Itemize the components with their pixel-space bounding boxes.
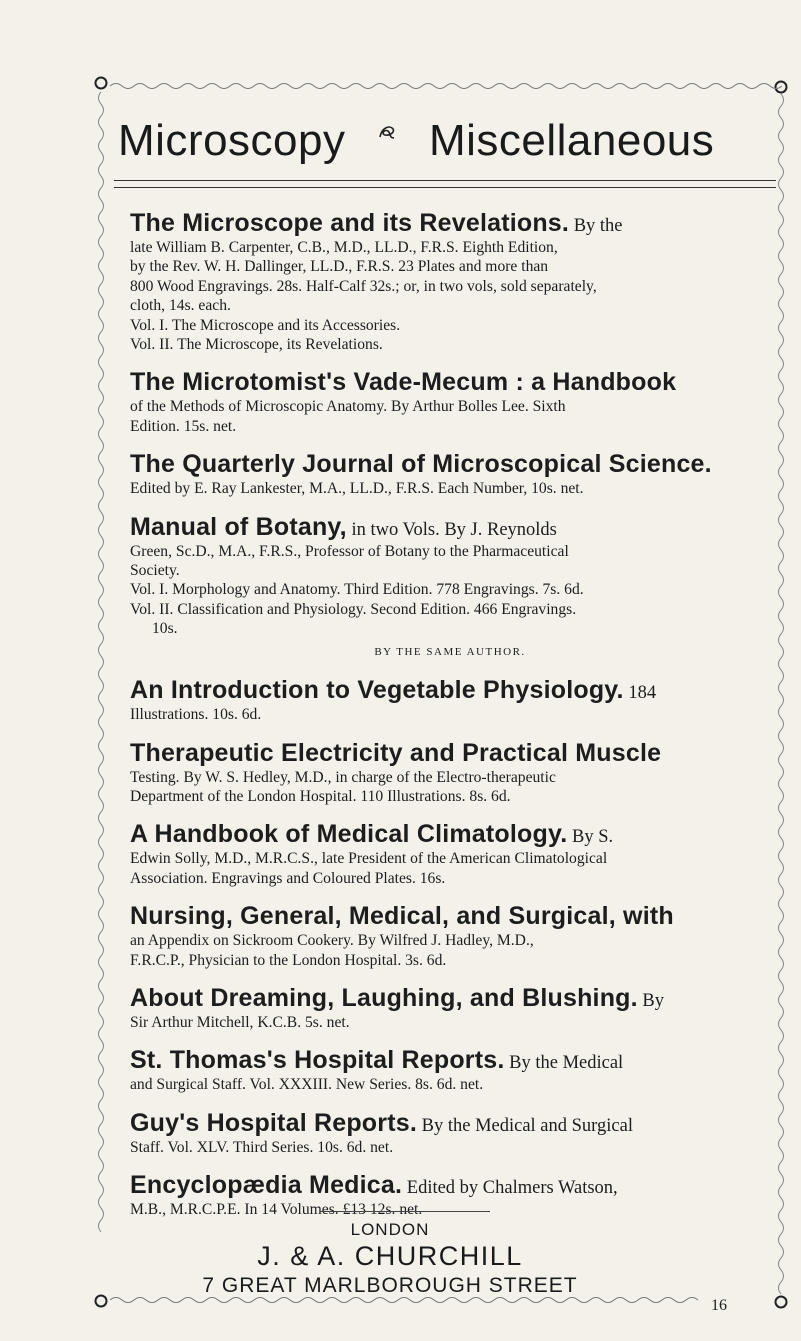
book-title: An Introduction to Vegetable Physiology. <box>130 676 624 705</box>
book-line: an Appendix on Sickroom Cookery. By Wilfred J. Hadley, M.D., <box>130 932 534 950</box>
book-line: Society. <box>130 562 180 580</box>
book-line: by the Rev. W. H. Dallinger, LL.D., F.R.S. 23 Plates and more than <box>130 258 549 276</box>
book-title: Nursing, General, Medical, and Surgical, with <box>130 902 674 931</box>
book-title: Guy's Hospital Reports. <box>130 1108 417 1137</box>
imprint-city: LONDON <box>350 1220 430 1239</box>
corner-ring-top-left-icon <box>96 78 107 89</box>
book-entry <box>130 512 770 662</box>
book-title: The Quarterly Journal of Microscopical Science. <box>130 450 712 479</box>
title-right: Miscellaneous <box>428 116 715 165</box>
book-lead: By S. <box>567 827 614 848</box>
imprint-divider <box>320 1211 490 1212</box>
book-lead: in two Vols. By J. Reynolds <box>346 519 557 540</box>
book-line: of the Methods of Microscopic Anatomy. By Arthur Bolles Lee. Sixth <box>130 398 566 416</box>
book-line: Vol. II. The Microscope, its Revelations. <box>130 336 383 354</box>
book-title: Therapeutic Electricity and Practical Muscle <box>130 738 662 767</box>
book-line: Green, Sc.D., M.A., F.R.S., Professor of Botany to the Pharmaceutical <box>130 542 569 560</box>
book-entry <box>130 1108 770 1157</box>
book-line: Association. Engravings and Coloured Plates. 16s. <box>130 869 446 887</box>
corner-ring-bottom-left-icon <box>96 1296 107 1307</box>
book-entry <box>130 367 770 436</box>
wavy-border-top <box>110 84 782 89</box>
book-title: Manual of Botany, <box>130 512 347 541</box>
book-lead: 184 <box>623 683 657 704</box>
page-title <box>118 116 738 166</box>
book-line: Illustrations. 10s. 6d. <box>130 706 262 724</box>
book-entry <box>130 819 770 888</box>
book-lead: By the <box>569 216 623 236</box>
book-line: M.B., M.R.C.P.E. In 14 Volumes. £13 12s. net. <box>130 1201 423 1219</box>
book-entry <box>130 1045 770 1094</box>
book-line: Vol. II. Classification and Physiology. Second Edition. 466 Engravings. <box>130 600 577 618</box>
book-line: Testing. By W. S. Hedley, M.D., in charge of the Electro-therapeutic <box>130 768 556 786</box>
book-line: cloth, 14s. each. <box>130 297 231 315</box>
book-title: The Microscope and its Revelations. <box>130 209 570 237</box>
book-entry <box>130 449 770 498</box>
book-lead: By <box>637 990 664 1011</box>
book-line: Edited by E. Ray Lankester, M.A., LL.D., F.R.S. Each Number, 10s. net. <box>130 480 584 498</box>
book-title: About Dreaming, Laughing, and Blushing. <box>130 983 638 1012</box>
book-title: St. Thomas's Hospital Reports. <box>130 1046 505 1075</box>
book-lead: Edited by Chalmers Watson, <box>402 1178 618 1199</box>
page-number: 16 <box>711 1297 727 1314</box>
imprint-address: 7 GREAT MARLBOROUGH STREET <box>202 1274 578 1297</box>
book-title: The Microtomist's Vade-Mecum : a Handbook <box>130 368 677 397</box>
book-line: Department of the London Hospital. 110 Illustrations. 8s. 6d. <box>130 787 511 805</box>
wavy-border-left <box>99 92 104 1232</box>
book-list <box>130 208 770 1233</box>
book-line: 10s. <box>152 620 178 638</box>
book-line: late William B. Carpenter, C.B., M.D., LL.D., F.R.S. Eighth Edition, <box>130 239 558 256</box>
ampersand-ornament-icon <box>376 121 398 143</box>
book-line: 800 Wood Engravings. 28s. Half-Calf 32s.; or, in two vols, sold separately, <box>130 277 597 295</box>
book-lead: By the Medical and Surgical <box>417 1115 633 1136</box>
book-entry <box>130 738 770 807</box>
corner-ring-bottom-right-icon <box>776 1297 787 1308</box>
book-line: Staff. Vol. XLV. Third Series. 10s. 6d. net. <box>130 1138 394 1156</box>
book-lead: By the Medical <box>504 1053 624 1074</box>
book-line: Edition. 15s. net. <box>130 417 237 435</box>
book-line: Edwin Solly, M.D., M.R.C.S., late President of the American Climatological <box>130 850 608 868</box>
wavy-border-bottom <box>110 1298 698 1303</box>
title-left: Microscopy <box>118 116 346 165</box>
header-double-rule <box>114 180 776 188</box>
book-entry <box>130 675 770 724</box>
book-entry <box>130 1170 770 1219</box>
book-line: and Surgical Staff. Vol. XXXIII. New Series. 8s. 6d. net. <box>130 1076 484 1094</box>
book-line: F.R.C.P., Physician to the London Hospital. 3s. 6d. <box>130 951 447 969</box>
wavy-border-right <box>779 94 784 1294</box>
book-title: Encyclopædia Medica. <box>130 1171 403 1200</box>
same-author-note: BY THE SAME AUTHOR. <box>374 645 526 658</box>
book-title: A Handbook of Medical Climatology. <box>130 820 568 849</box>
book-line: Vol. I. The Microscope and its Accessories. <box>130 316 401 334</box>
book-line: Sir Arthur Mitchell, K.C.B. 5s. net. <box>130 1013 350 1031</box>
book-entry <box>130 208 770 354</box>
book-entry <box>130 901 770 970</box>
book-line: Vol. I. Morphology and Anatomy. Third Edition. 778 Engravings. 7s. 6d. <box>130 581 584 599</box>
book-entry <box>130 983 770 1032</box>
imprint-publisher: J. & A. CHURCHILL <box>257 1241 523 1271</box>
